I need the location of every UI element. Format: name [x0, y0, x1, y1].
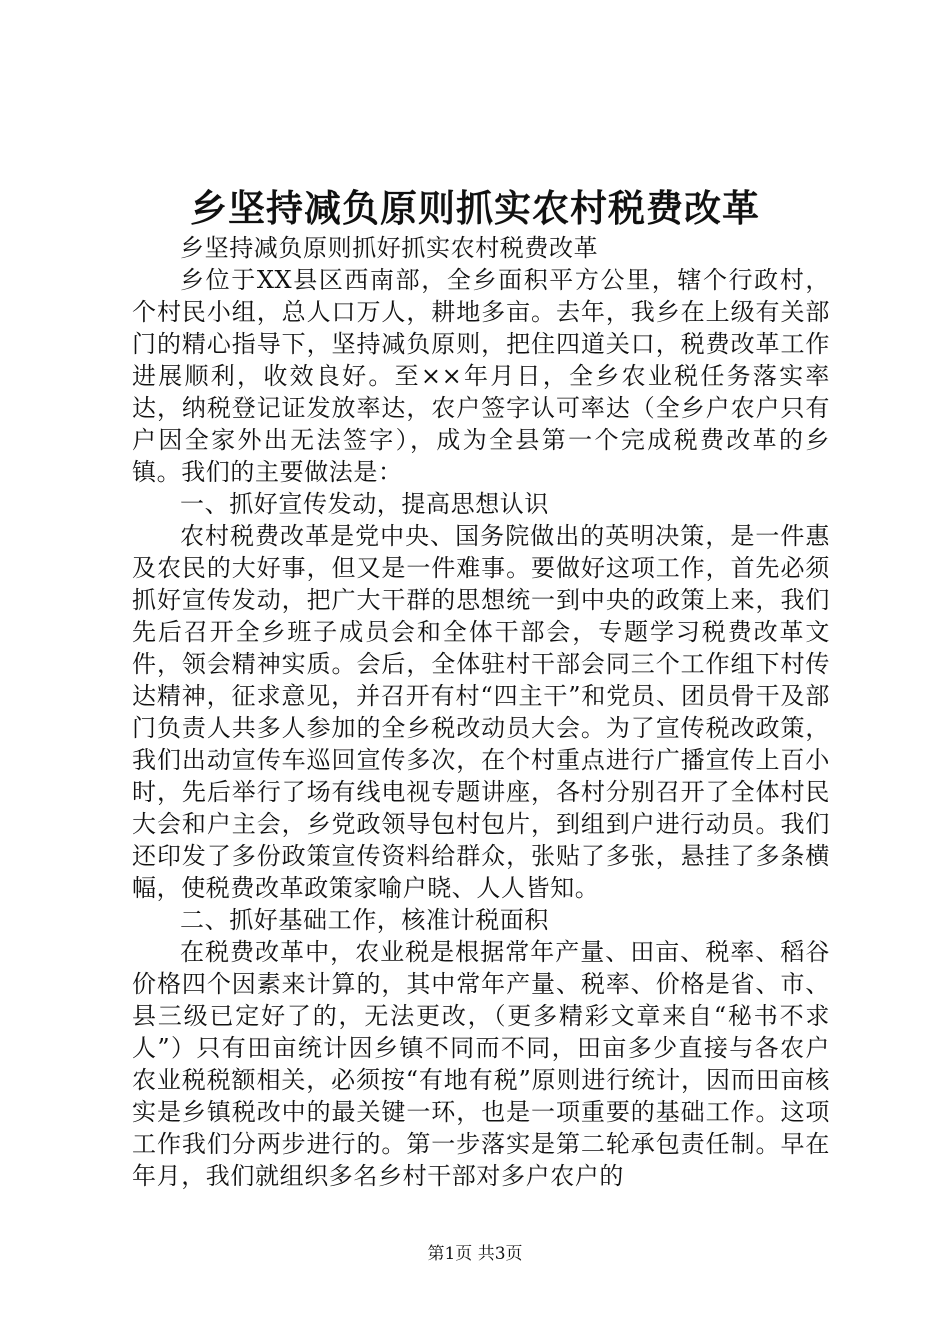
- section-heading-2: 二、抓好基础工作，核准计税面积: [180, 906, 549, 934]
- page-footer: 第1页 共3页: [427, 1244, 523, 1264]
- document-title: 乡坚持减负原则抓实农村税费改革: [190, 186, 760, 230]
- paragraph-intro: 乡位于XX县区西南部，全乡面积平方公里，辖个行政村，个村民小组，总人口万人，耕地多亩。去年，我乡在上级有关部门的精心指导下，坚持减负原则，把住四道关口，税费改革工作进展顺利，收效良好。至××年月日，全乡农业税任务落实率达，纳税登记证发放率达，农户签字认可率达（全乡户农户只有户因全家外出无法签字），成为全县第一个完成税费改革的乡镇。我们的主要做法是：: [132, 266, 830, 486]
- document-body: [132, 232, 830, 1192]
- section-heading-1: 一、抓好宣传发动，提高思想认识: [180, 490, 549, 518]
- paragraph-subtitle: 乡坚持减负原则抓好抓实农村税费改革: [180, 234, 599, 262]
- paragraph-section-1: 农村税费改革是党中央、国务院做出的英明决策，是一件惠及农民的大好事，但又是一件难事。要做好这项工作，首先必须抓好宣传发动，把广大干群的思想统一到中央的政策上来，我们先后召开全乡班子成员会和全体干部会，专题学习税费改革文件，领会精神实质。会后，全体驻村干部会同三个工作组下村传达精神，征求意见，并召开有村“四主干”和党员、团员骨干及部门负责人共多人参加的全乡税改动员大会。为了宣传税改政策，我们出动宣传车巡回宣传多次，在个村重点进行广播宣传上百小时，先后举行了场有线电视专题讲座，各村分别召开了全体村民大会和户主会，乡党政领导包村包片，到组到户进行动员。我们还印发了多份政策宣传资料给群众，张贴了多张，悬挂了多条横幅，使税费改革政策家喻户晓、人人皆知。: [132, 522, 830, 902]
- paragraph-section-2: 在税费改革中，农业税是根据常年产量、田亩、税率、稻谷价格四个因素来计算的，其中常年产量、税率、价格是省、市、县三级已定好了的，无法更改，（更多精彩文章来自“秘书不求人”）只有田亩统计因乡镇不同而不同，田亩多少直接与各农户农业税税额相关，必须按“有地有税”原则进行统计，因而田亩核实是乡镇税改中的最关键一环，也是一项重要的基础工作。这项工作我们分两步进行的。第一步落实是第二轮承包责任制。早在年月，我们就组织多名乡村干部对多户农户的: [132, 938, 830, 1190]
